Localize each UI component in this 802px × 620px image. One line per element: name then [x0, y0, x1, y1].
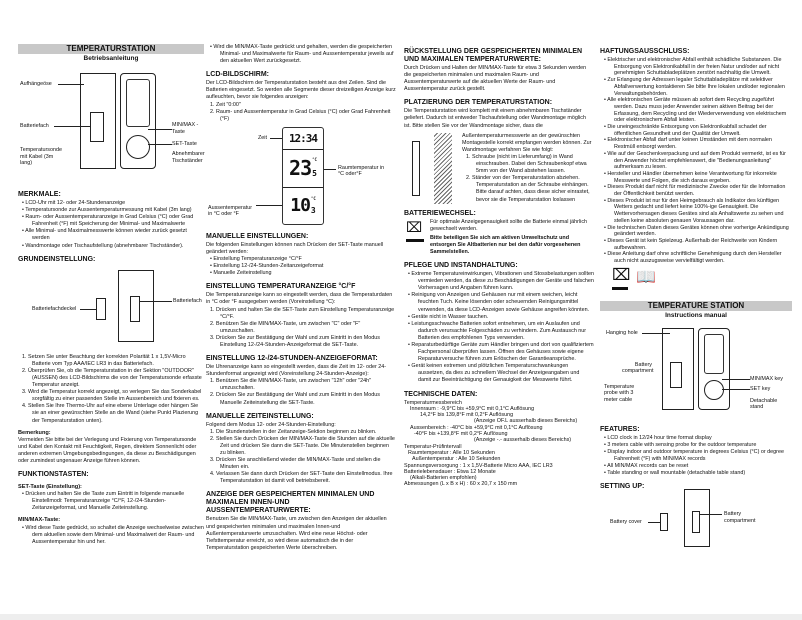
label-stand: Detachable stand: [750, 397, 778, 411]
list-item: • LCD-Uhr mit 12- oder 24-Stundenanzeige: [18, 200, 204, 207]
lcd-outdoor-decimal: 3: [310, 205, 315, 215]
battery-compartment: [692, 511, 700, 533]
list-item: 1. Zeit "0:00": [210, 101, 241, 108]
label-set: SET key: [750, 385, 771, 392]
column-4: [600, 44, 792, 563]
label-cover: Battery cover: [610, 519, 642, 526]
manual-text: Die folgenden Einstellungen können nach Drücken der SET-Taste manuell geändert werden:: [206, 241, 384, 255]
timeset-heading: MANUELLE ZEITEINSTELLUNG:: [206, 412, 314, 420]
label-battery: Battery compartment: [724, 511, 756, 524]
lcd-outdoor-row: [283, 188, 323, 224]
spec-line: (Anzeige OF.L ausserhalb dieses Bereichs): [474, 418, 578, 425]
list-item: 1. Schraube (nicht im Lieferumfang) in Wand einschrauben. Dabei den Schraubenkopf etwa 5mm von der Wand abstehen lassen.: [466, 153, 587, 175]
list-item: 1. Setzen Sie unter Beachtung der korrekten Polarität 1 x 1,5V-Micro Batterie vom Typ AAA/IEC LR3 in das Batteriefach.: [22, 353, 186, 367]
spec-line: Raumtemperatur : Alle 10 Sekunden: [408, 449, 495, 456]
battery-cover: [660, 513, 668, 531]
features-heading-en: FEATURES:: [600, 425, 640, 433]
button-ring: [126, 135, 150, 159]
list-item: • Display indoor and outdoor temperature in degrees Celsius (°C) or degree Fahrenheit (°F) with MIN/MAX records: [600, 449, 792, 463]
label-probe: Temperature probe with 3 meter cable: [604, 383, 635, 403]
list-item: 4. Verlassen Sie dann durch Drücken der SET-Taste den Einstellmodus. Ihre Temperaturstation ist damit voll betriebsbereit.: [210, 471, 393, 485]
list-item: • Dieses Gerät ist kein Spielzeug. Außerhalb der Reichweite von Kindern aufbewahren.: [600, 238, 792, 251]
lcd-indoor-side: [312, 158, 317, 178]
spec-line: -40°F bis +139,8°F mit 0,2°F Auflösung: [414, 431, 508, 438]
lcd-outdoor: 10: [290, 194, 310, 216]
list-item: 1. Die Stundenstellen in der Zeitanzeige-Sektion beginnen zu blinken.: [210, 428, 377, 435]
spec-line: Innenraum : -9,9°C bis +59,9°C mit 0,1°C Auflösung: [410, 405, 535, 412]
list-item: 2. Ständer von der Temperaturstation abziehen. Temperaturstation an der Schraube einhängen. Bitte darauf achten, dass diese sicher einrastet, bevor sie die Temperaturstation loslassen: [466, 175, 590, 203]
lcd-indoor-unit: °C: [312, 157, 317, 163]
reset-heading: RÜCKSTELLUNG DER GESPEICHERTEN MINIMALEN UND MAXIMALEN TEMPERATURWERTE:: [404, 48, 583, 63]
tempunit-heading: EINSTELLUNG TEMPERATURANZEIGE °C/°F: [206, 283, 356, 291]
column-2: [206, 44, 396, 552]
lcd-outdoor-unit: °C: [310, 195, 316, 201]
placement-heading: PLATZIERUNG DER TEMPERATURSTATION:: [404, 99, 553, 107]
list-item: • Wandmontage oder Tischaufstellung (abnehmbarer Tischständer).: [18, 243, 204, 250]
specs-heading: TECHNISCHE DATEN:: [404, 390, 478, 398]
setup-heading: GRUNDEINSTELLUNG:: [18, 255, 96, 263]
list-item: 3. Drücken Sie zur Bestätigung der Wahl und zum Eintritt in den Modus Einstellung 12-/24-Stunden-Anzeigeformat die SET-Taste.: [210, 334, 380, 348]
crossed-bin-icon: ⌧: [612, 266, 631, 284]
battery-text: Für optimale Anzeigegenauigkeit sollte die Batterie einmal jährlich gewechselt werden.: [430, 218, 588, 232]
list-item: • Reinigung von Anzeigen und Gehäusen nur mit einem weichen, leicht feuchten Tuch. Keine lösenden oder scheuernden Reinigungsmittel verwenden, da diese LCD-Anzeigen sowie Gehäuse angreifen könnten.: [404, 292, 594, 313]
list-item: • Elektrischer und elektronischer Abfall enthält schädliche Substanzen. Die Entsorgung von Elektronikabfall in der freien Natur und/oder auf nicht genehmigten Schuttabladeplätzen zerstört nachhaltig die Umwelt.: [600, 57, 792, 77]
list-item: 4. Stellen Sie Ihre Thermo-Uhr auf eine ebene Unterlage oder hängen Sie sie an einer gewünschten Stelle an die Wand (siehe Punkt Plazierung der Temperaturstation unten).: [22, 403, 199, 424]
label-hanging: Hanging hole: [606, 329, 638, 336]
list-item: • All MIN/MAX records can be reset: [600, 463, 792, 470]
lcd-mini: [704, 334, 724, 374]
list-item: • Wird die MIN/MAX-Taste gedrückt und gehalten, werden die gespeicherten Minimal- und Maximalwerte für Raum- und Aussentemperatur jeweils auf den aktuellen Wert zurückgesetzt.: [206, 44, 396, 65]
label-battery: Batteriefach: [20, 123, 49, 129]
read-manual-icon: 📖: [636, 268, 656, 286]
list-item: 2. Überprüfen Sie, ob die Temperaturstation in der Sektion "OUTDOOR" (AUSSEN) des LCD-Bildschirms die von der Temperatursonde erfasste Temperatur anzeigt.: [22, 367, 202, 389]
features-list: [18, 200, 204, 250]
list-item: 3. Drücken Sie anschließend wieder die MIN/MAX-Taste und stellen die Minuten ein.: [210, 457, 381, 471]
list-item: • Dieses Produkt ist nur für den Heimgebrauch als Indikator des künftigen Wetters gedacht und liefert keine 100%-ige Genauigkeit. Die Wettervorhersagen dieses Gerätes sind als Anhaltswerte zu sehen und stellen keine absoluten genauen Voraussagen dar.: [600, 198, 792, 225]
list-item: • Gerät keinen extremen und plötzlichen Temperaturschwankungen aussetzen, da dies zu schnellem Wechsel der Anzeigeangaben und damit zur Beeinträchtigung der Genauigkeit der Messwerte führt.: [404, 363, 594, 384]
spec-line: (Alkali-Batterien empfohlen): [410, 475, 477, 482]
lcd-indoor: 23: [289, 156, 312, 181]
placement-text-2: Außentemperaturmesswerte an der gewünschten Montagestelle korrekt empfangen werden können. Zur Wandmontage verfahren Sie wie folgt:: [462, 132, 592, 153]
reset-text: Durch Drücken und Halten der MIN/MAX-Taste für etwa 3 Sekunden werden die gespeicherten minimalen und maximalen Raum- und Aussentemperaturwerte auf die aktuellen Werte der Raum- und Aussentemperatur zurück gestellt.: [404, 65, 587, 93]
lcd-indoor-decimal: 5: [312, 169, 316, 179]
lcd-time: 12:34: [288, 131, 318, 145]
subtitle-en: Instructions manual: [665, 311, 727, 319]
timeformat-text: Die Uhrenanzeige kann so eingestellt werden, dass die Zeit im 12- oder 24-Stundenformat angezeigt wird (Voreinstellung 24-Stunden-Anzeige):: [206, 364, 387, 378]
spec-line: 14,2°F bis 139,8°F mit 0,2°F Auflösung: [420, 412, 514, 419]
device-figure-en: [600, 324, 792, 420]
minmax-key-heading: MIN/MAX-Taste:: [18, 517, 61, 524]
list-item: 2. Stellen Sie durch Drücken der MIN/MAX-Taste die Stunden auf die aktuelle Zeit und drücken Sie dann die SET-Taste. Die Minutenstellen beginnen zu blinken.: [210, 435, 395, 456]
set-key-heading: SET-Taste (Einstellung):: [18, 484, 82, 491]
list-item: • Reparaturbedürftige Geräte zum Händler bringen und dort von qualifiziertem Fachpersonal überprüfen lassen. Öffnen des Gehäuses sowie eigene Reparaturversuche führen zum Erlöschen der Garantieansprüche.: [404, 342, 594, 363]
list-item: • Leistungsschwache Batterien sofort entnehmen, um ein Auslaufen und dadurch verursachte Folgeschäden zu verhindern. Zum Austausch nur Batterien des empfohlenen Typs verwenden.: [404, 321, 594, 342]
list-item: • Raum- oder Aussentemperaturanzeige in Grad Celsius (°C) oder Grad Fahrenheit (°F) mit Speicherung der Minimal- und Maximalwerte: [18, 214, 204, 228]
label-time: Zeit: [258, 134, 267, 141]
label-cover: Batteriefachdeckel: [32, 305, 77, 312]
list-item: • Dieses Produkt darf nicht für medizinische Zwecke oder für die Information der Öffentlichkeit benützt werden.: [600, 184, 792, 197]
battery-block: [404, 219, 594, 256]
label-stand: Abnehmbarer Tischständer: [172, 151, 205, 164]
spec-line: Batterielebensdauer : Etwa 12 Monate: [404, 468, 496, 475]
list-item: • LCD clock in 12/24 hour time format display: [600, 435, 792, 442]
list-item: • Einstellung 12-/24-Stunden-Zeitanzeigeformat: [206, 263, 396, 270]
lcd-outdoor-side: [311, 197, 316, 215]
list-item: • Drücken und halten Sie die Taste zum Eintritt in folgende manuelle Einstellmodi: Temperaturanzeige °C/°F, 12-/24-Stunden-Zeitanzeigeformat, und Manuelle Zeiteinstellung.: [18, 491, 204, 512]
manual-heading: MANUELLE EINSTELLUNGEN:: [206, 232, 309, 240]
lcd-indoor-row: [283, 150, 323, 188]
list-item: • Diese Anleitung darf ohne schriftliche Genehmigung durch den Hersteller auch nicht auszugsweise vervielfältigt werden.: [600, 251, 792, 264]
title-de: TEMPERATURSTATION: [18, 44, 204, 54]
list-item: • Wie auf der Geschenkverpackung und auf dem Produkt vermerkt, ist es für den Anwender höchst empfehlenswert, die "Bedienungsanleitung" aufmerksam zu lesen.: [600, 151, 792, 171]
battery-bold-text: Bitte beteiligen Sie sich am aktiven Umweltschutz und entsorgen Sie Altbatterien nur bei den dafür vorgesehenen Sammelstellen.: [430, 234, 581, 255]
spec-line: Abmessungen (L x B x H) : 60 x 20,7 x 150 mm: [404, 481, 518, 488]
specs-list: [404, 400, 594, 488]
label-minmax: MIN/MAX key: [750, 375, 783, 382]
note-text: Vermeiden Sie bitte bei der Verlegung und Fixierung von Temperatursonde und Kabel den Kontakt mit Feuchtigkeit, Regen, direktem Sonnenlicht oder anderen extremen Umgebungsbedingungen, da diese zu Beschädigungen oder zumindest ungenauer Anzeige führen können.: [18, 436, 197, 464]
device-figure-de: [18, 67, 204, 185]
spec-line: Temperaturmessbereich: [404, 399, 462, 406]
battery-compartment: [670, 362, 682, 388]
label-minmax: MIN/MAX -Taste: [172, 122, 199, 135]
list-item: 2. Raum- und Aussentemperatur in Grad Celsius (°C) oder Grad Fahrenheit (°F): [210, 108, 391, 122]
lcd-figure: [206, 127, 396, 227]
page-bottom-edge: [0, 614, 802, 620]
list-item: • Zur Erlangung der Adressen legaler Schuttabladeplätze mit selektiver Abfallverwertung kontaktieren Sie bitte Ihre lokalen und/oder regionalen Verwaltungsbehörden.: [600, 77, 792, 97]
care-heading: PFLEGE UND INSTANDHALTUNG:: [404, 262, 518, 270]
spec-line: Temperatur-Prüfintervall: [404, 443, 462, 450]
list-item: • Table standing or wall mountable (detachable table stand): [600, 470, 792, 477]
timeformat-heading: EINSTELLUNG 12-/24-STUNDEN-ANZEIGEFORMAT:: [206, 355, 378, 363]
list-item: • Extreme Temperatureinwirkungen, Vibrationen und Stossbelastungen sollten vermieden werden, da diese zu Beschädigungen der Geräte und falschen Vorhersagen und Angaben führen kann.: [404, 271, 594, 292]
disclaimer-heading: HAFTUNGSAUSSCHLUSS:: [600, 48, 690, 55]
keys-heading: FUNKTIONSTASTEN:: [18, 471, 89, 479]
list-item: • Die uneingeschränkte Entsorgung von Elektronikabfall schadet der öffentlichen Gesundheit und der Qualität der Umwelt.: [600, 124, 792, 137]
title-en: TEMPERATURE STATION: [600, 301, 792, 311]
spec-line: Außentemperatur : Alle 10 Sekunden: [412, 456, 501, 463]
features-heading: MERKMALE:: [18, 191, 61, 198]
label-battery: Battery compartment: [622, 361, 654, 375]
list-item: • Elektronischer Abfall darf unter keinen Umständen mit dem normalen Restmüll entsorgt werden.: [600, 137, 792, 150]
list-item: • 3 meters cable with sensing probe for the outdoor temperature: [600, 442, 792, 449]
list-item: • Alle Minimal- und Maximalmesswerte können wieder zurück gesetzt werden: [18, 228, 204, 242]
battery-cover: [96, 298, 106, 320]
lcd-mini: [126, 79, 150, 127]
list-item: • Wird diese Taste gedrückt, so schaltet die Anzeige wechselweise zwischen dem aktuellen sowie dem Minimal- und Maximalwert der Raum- und Aussentemperatur hin und her.: [18, 525, 204, 546]
minmaxdisplay-text: Benutzen Sie die MIN/MAX-Taste, um zwischen den Anzeigen der aktuellen und gespeicherten minimalen und maximalen Innen-und Außentemperaturwerte umzuschalten. Wird eine neue Höchst- oder Tiefsttemperatur erreicht, so wird diese automatisch die in der Temperaturstation gespeicherten Werte überschreiben.: [206, 516, 387, 551]
lcd-heading: LCD-BILDSCHIRM:: [206, 71, 269, 79]
label-battery: Batteriefach: [173, 297, 202, 304]
lcd-text: Der LCD-Bildschirm der Temperaturstation besteht aus drei Zeilen. Sind die Batterien eingesetzt. So werden alle Segmente dieser dreizeiligen Anzeige kurz aufleuchten, bevor sie folgendes anzeigen:: [206, 80, 396, 101]
spec-line: Spannungsversorgung : 1 x 1,5V-Batterie Micro AAA, IEC LR3: [404, 462, 553, 469]
wall-mount-figure: [412, 141, 420, 196]
bin-bar-icon: [406, 239, 424, 242]
spec-line: Aussenbereich : -40°C bis +59,9°C mit 0,1°C Auflösung: [410, 424, 543, 431]
placement-text: Die Temperaturstation wird komplett mit einem abnehmbaren Tischständer geliefert. Dadurch ist entweder Tischaufstellung oder Wandmontage möglich ist. Bitte stellen Sie vor der Wandmontage sicher, dass die: [404, 108, 586, 129]
column-3: [404, 44, 594, 488]
battery-heading: BATTERIEWECHSEL:: [404, 209, 476, 217]
setup-heading-en: SETTING UP:: [600, 483, 645, 491]
button-ring: [704, 380, 724, 400]
list-item: 1. Drücken und halten Sie die SET-Taste zum Einstellung Temperaturanzeige °C/°F.: [210, 306, 395, 320]
list-item: • Manuelle Zeiteinstellung: [206, 270, 396, 277]
lcd-screen: [282, 127, 324, 225]
list-item: • Geräte nicht in Wasser tauchen.: [404, 314, 594, 321]
battery-compartment: [90, 112, 104, 142]
list-item: • Einstellung Temperaturanzeige °C/°F: [206, 256, 396, 263]
list-item: • Alle elektronischen Geräte müssen ab sofort dem Recycling zugeführt werden. Dazu muss jeder Anwender seinen aktiven Beitrag bei der Erfassung, dem Recycling und der Wiederverwendung von elektrischem oder elektronischem Abfall leisten.: [600, 97, 792, 124]
label-hanging: Aufhängeöse: [20, 81, 52, 87]
battery-compartment: [130, 296, 140, 322]
list-item: 1. Benützen Sie die MIN/MAX-Taste, um zwischen "12h" oder "24h" umzuschalten.: [210, 378, 372, 392]
bin-bar-icon: [612, 287, 628, 290]
list-item: • Hersteller und Händler übernehmen keine Verantwortung für inkorrekte Messwerte und Folgen, die sich daraus ergeben.: [600, 171, 792, 184]
label-set: SET-Taste: [172, 141, 197, 147]
subtitle-de: Betriebsanleitung: [83, 55, 139, 62]
tempunit-text: Die Temperaturanzeige kann so eingestellt werden, dass die Temperaturdaten in °C oder °F ausgegeben werden (Voreinstellung °C):: [206, 292, 393, 306]
setup-steps: [18, 354, 204, 425]
disposal-icons: [600, 267, 792, 293]
label-probe: Temperatursonde mit Kabel (3m lang): [20, 147, 62, 166]
list-item: 2. Benützen Sie die MIN/MAX-Taste, um zwischen "C" oder "F" umzuschalten.: [210, 320, 361, 334]
list-item: • Die technischen Daten dieses Gerätes können ohne vorherige Ankündigung geändert werden.: [600, 225, 792, 238]
label-indoor: Raumtemperatur in °C oder°F: [338, 164, 385, 178]
list-item: • Temperatursonde zur Aussentemperaturmessung mit Kabel (3m lang): [18, 207, 204, 214]
placement-block: [404, 133, 594, 204]
list-item: 3. Wird die Temperatur korrekt angezeigt, so verlegen Sie das Sonderkabel sorgfältig zu einer passenden Stelle im Aussenbereich und fixieren es.: [22, 389, 202, 403]
setup-figure-en: [600, 495, 792, 559]
crossed-bin-icon: ⌧: [406, 218, 423, 235]
wall-hatch: [434, 133, 452, 204]
label-outdoor: Aussentemperatur in °C oder °F: [208, 204, 253, 218]
timeset-text: Folgend dem Modus 12- oder 24-Stunden-Einstellung:: [206, 421, 336, 428]
setup-figure-de: [18, 268, 204, 350]
minmaxdisplay-heading: ANZEIGE DER GESPEICHERTEN MINIMALEN UND MAXIMALEN INNEN-UND AUSSENTEMPERATURWERTE:: [206, 491, 375, 515]
spec-line: (Anzeige -.- ausserhalb dieses Bereichs): [474, 437, 572, 444]
column-1: [18, 44, 204, 546]
lcd-time-row: [283, 128, 323, 150]
note-heading: Bemerkung:: [18, 429, 51, 436]
list-item: 2. Drücken Sie zur Bestätigung der Wahl und zum Eintritt in den Modus Manuelle Zeiteinstellung die SET-Taste.: [210, 392, 380, 406]
